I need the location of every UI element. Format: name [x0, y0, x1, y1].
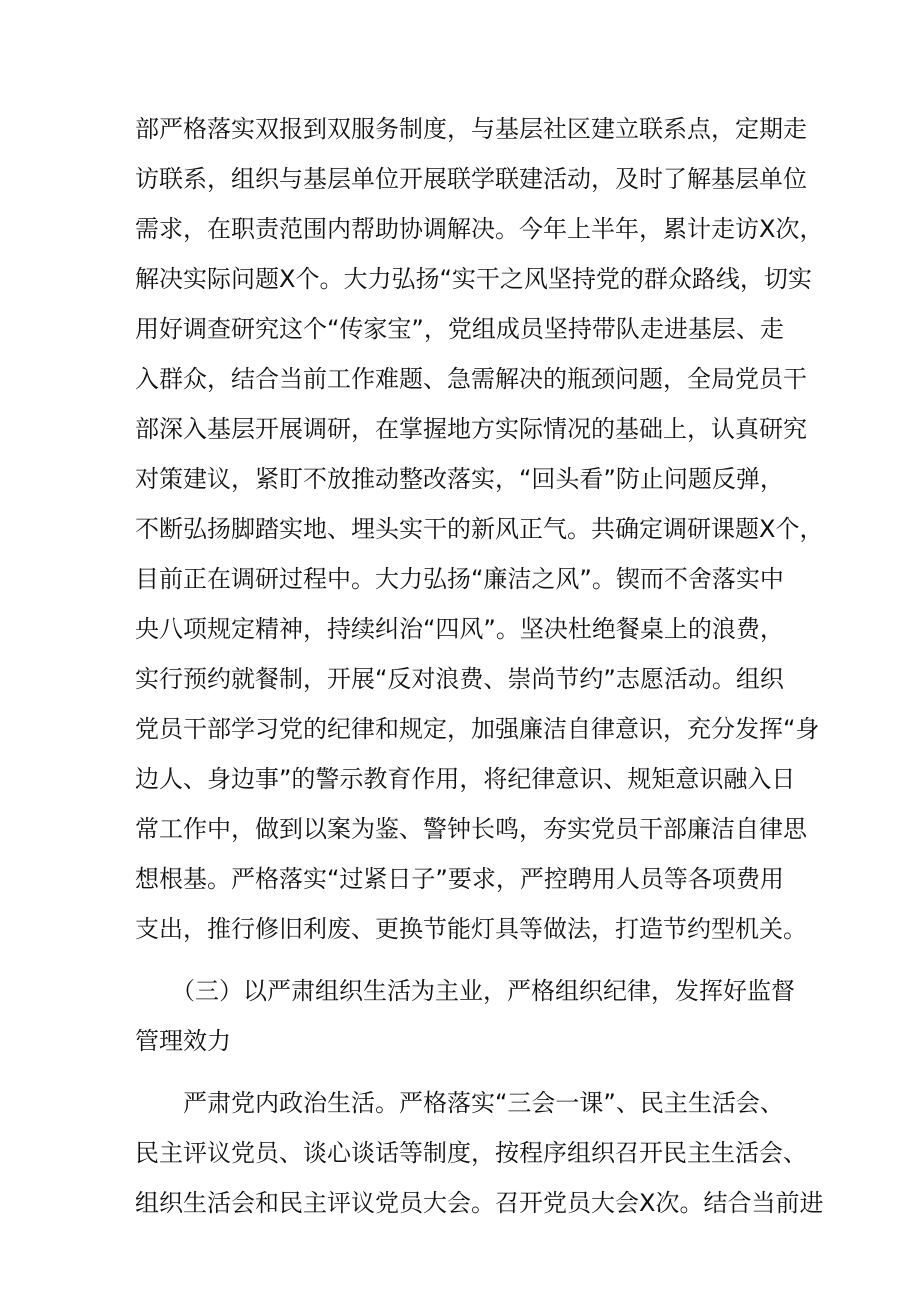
text-line: 用好调查研究这个“传家宝”，党组成员坚持带队走进基层、走 — [135, 315, 784, 343]
text-line: 党员干部学习党的纪律和规定，加强廉洁自律意识，充分发挥“身 — [135, 715, 820, 743]
section-heading — [135, 966, 795, 1066]
body-paragraph — [135, 1078, 824, 1228]
text-line: 边人、身边事”的警示教育作用，将纪律意识、规矩意识融入日 — [135, 765, 796, 793]
text-line: 解决实际问题X个。大力弘扬“实干之风坚持党的群众路线，切实 — [135, 265, 812, 293]
text-line: 部深入基层开展调研，在掌握地方实际情况的基础上，认真研究 — [135, 415, 807, 443]
text-line: 实行预约就餐制，开展“反对浪费、崇尚节约”志愿活动。组织 — [135, 665, 784, 693]
heading-line: （三）以严肃组织生活为主业，严格组织纪律，发挥好监督 — [135, 977, 795, 1005]
text-line: 支出，推行修旧利废、更换节能灯具等做法，打造节约型机关。 — [135, 915, 807, 943]
document-body — [135, 104, 824, 1228]
text-line: 严肃党内政治生活。严格落实“三会一课”、民主生活会、 — [135, 1089, 784, 1117]
text-line: 央八项规定精神，持续纠治“四风”。坚决杜绝餐桌上的浪费， — [135, 615, 784, 643]
paragraph-spacer — [135, 954, 795, 966]
text-line: 对策建议，紧盯不放推动整改落实，“回头看”防止问题反弹， — [135, 465, 784, 493]
text-line: 民主评议党员、谈心谈话等制度，按程序组织召开民主生活会、 — [135, 1139, 807, 1167]
text-line: 部严格落实双报到双服务制度，与基层社区建立联系点，定期走 — [135, 115, 807, 143]
text-line: 入群众，结合当前工作难题、急需解决的瓶颈问题，全局党员干 — [135, 365, 807, 393]
text-line: 不断弘扬脚踏实地、埋头实干的新风正气。共确定调研课题X个， — [135, 515, 824, 543]
text-line: 常工作中，做到以案为鉴、警钟长鸣，夯实党员干部廉洁自律思 — [135, 815, 807, 843]
text-line: 访联系，组织与基层单位开展联学联建活动，及时了解基层单位 — [135, 165, 807, 193]
text-line: 组织生活会和民主评议党员大会。召开党员大会X次。结合当前进 — [135, 1189, 824, 1217]
paragraph-spacer — [135, 1066, 795, 1078]
heading-line: 管理效力 — [135, 1027, 231, 1055]
text-line: 需求，在职责范围内帮助协调解决。今年上半年，累计走访X次， — [135, 215, 824, 243]
body-paragraph — [135, 104, 824, 954]
text-line: 想根基。严格落实“过紧日子”要求，严控聘用人员等各项费用 — [135, 865, 784, 893]
text-line: 目前正在调研过程中。大力弘扬“廉洁之风”。锲而不舍落实中 — [135, 565, 784, 593]
